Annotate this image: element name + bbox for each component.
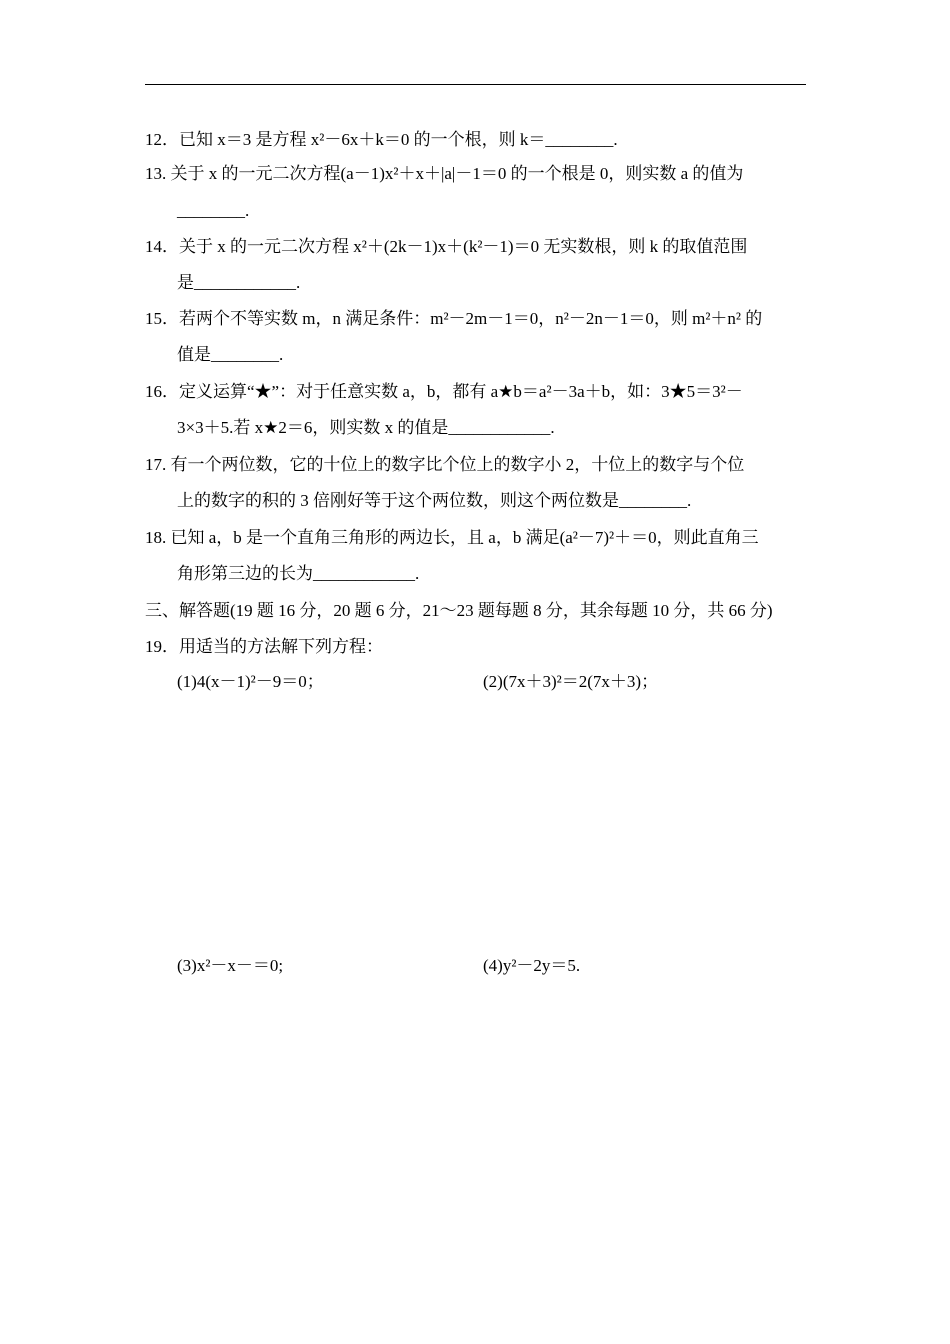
section-3-heading: 三、解答题(19 题 16 分，20 题 6 分，21～23 题每题 8 分，其余每题 10 分，共 66 分) [145, 601, 773, 620]
question-16-line1: 16．定义运算“★”：对于任意实数 a，b，都有 a★b＝a²－3a＋b，如：3★5＝3²－ [145, 382, 743, 401]
question-13-line2: ________. [177, 201, 250, 220]
header-rule [145, 84, 806, 85]
question-18-line2: 角形第三边的长为____________. [177, 564, 420, 583]
question-19-part-3: (3)x²－x－＝0; [177, 956, 284, 975]
question-15-line2: 值是________. [177, 345, 284, 364]
question-19-part-2: (2)(7x＋3)²＝2(7x＋3)； [483, 672, 659, 691]
question-19-stem: 19．用适当的方法解下列方程： [145, 637, 383, 656]
question-18-line1: 18. 已知 a，b 是一个直角三角形的两边长，且 a，b 满足(a²－7)²＋＝0，则此直角三 [145, 528, 759, 547]
question-17-line2: 上的数字的积的 3 倍刚好等于这个两位数，则这个两位数是________. [177, 491, 692, 510]
question-14-line2: 是____________. [177, 273, 301, 292]
question-14-line1: 14．关于 x 的一元二次方程 x²＋(2k－1)x＋(k²－1)＝0 无实数根，则 k 的取值范围 [145, 237, 748, 256]
question-12: 12．已知 x＝3 是方程 x²－6x＋k＝0 的一个根，则 k＝________. [145, 130, 618, 149]
question-13-line1: 13. 关于 x 的一元二次方程(a－1)x²＋x＋|a|－1＝0 的一个根是 0，则实数 a 的值为 [145, 164, 744, 183]
question-19-part-1: (1)4(x－1)²－9＝0； [177, 672, 324, 691]
question-19-part-4: (4)y²－2y＝5. [483, 956, 581, 975]
question-17-line1: 17. 有一个两位数，它的十位上的数字比个位上的数字小 2，十位上的数字与个位 [145, 455, 745, 474]
question-16-line2: 3×3＋5.若 x★2＝6，则实数 x 的值是____________. [177, 418, 555, 437]
question-15-line1: 15．若两个不等实数 m，n 满足条件：m²－2m－1＝0，n²－2n－1＝0，则 m²＋n² 的 [145, 309, 763, 328]
